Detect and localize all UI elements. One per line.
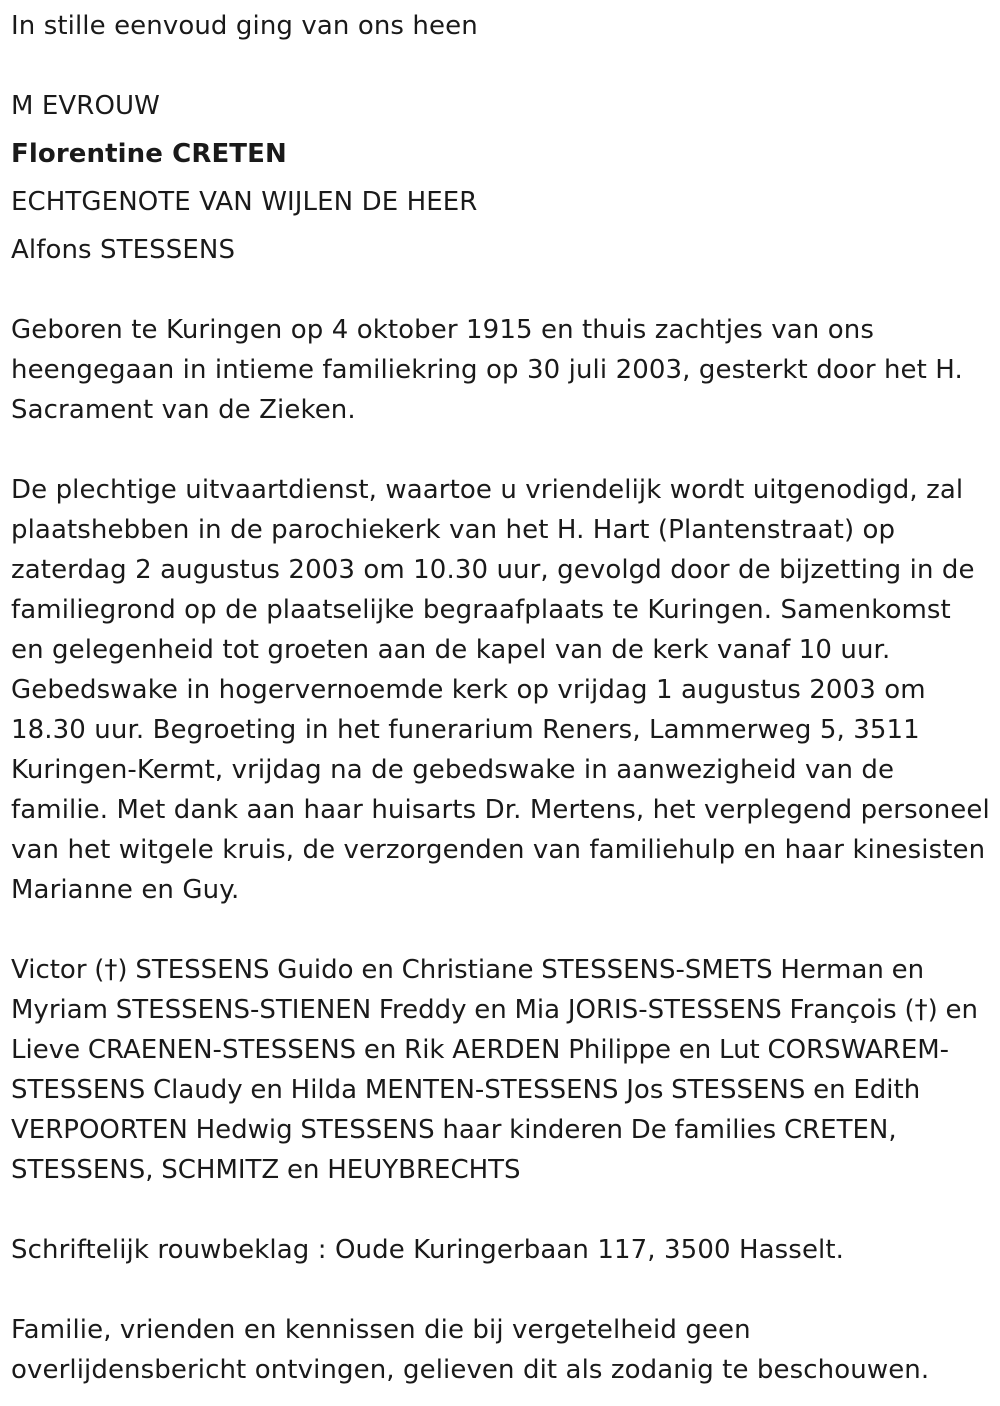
relation-text: ECHTGENOTE VAN WIJLEN DE HEER	[11, 187, 478, 217]
condolence-address: Schriftelijk rouwbeklag : Oude Kuringerbaan 117, 3500 Hasselt.	[11, 1235, 845, 1265]
honorific: M EVROUW	[11, 91, 160, 121]
closing-paragraph: Familie, vrienden en kennissen die bij vergetelheid geen overlijdensbericht ontvingen, gelieven dit als zodanig te beschouwen.	[11, 1315, 930, 1385]
funeral-paragraph: De plechtige uitvaartdienst, waartoe u vriendelijk wordt uitgenodigd, zal plaatshebben in de parochiekerk van het H. Hart (Plantenstraat) op zaterdag 2 augustus 2003 om 10.30 uur, gevolgd door de bijzetting in de familiegrond op de plaatselijke begraafplaats te Kuringen. Samenkomst en gelegenheid tot groeten aan de kapel van de kerk vanaf 10 uur. Gebedswake in hogervernoemde kerk op vrijdag 1 augustus 2003 om 18.30 uur. Begroeting in het funerarium Reners, Lammerweg 5, 3511 Kuringen-Kermt, vrijdag na de gebedswake in aanwezigheid van de familie. Met dank aan haar huisarts Dr. Mertens, het verplegend personeel van het witgele kruis, de verzorgenden van familiehulp en haar kinesisten Marianne en Guy.	[11, 475, 990, 905]
deceased-name: Florentine CRETEN	[11, 139, 287, 169]
intro-text: In stille eenvoud ging van ons heen	[11, 11, 478, 41]
birth-death-paragraph: Geboren te Kuringen op 4 oktober 1915 en thuis zachtjes van ons heengegaan in intieme familiekring op 30 juli 2003, gesterkt door het H. Sacrament van de Zieken.	[11, 315, 963, 425]
spouse-name: Alfons STESSENS	[11, 235, 236, 265]
family-paragraph: Victor (†) STESSENS Guido en Christiane STESSENS-SMETS Herman en Myriam STESSENS-STIENEN Freddy en Mia JORIS-STESSENS François (†) en Lieve CRAENEN-STESSENS en Rik AERDEN Philippe en Lut CORSWAREM-STESSENS Claudy en Hilda MENTEN-STESSENS Jos STESSENS en Edith VERPOORTEN Hedwig STESSENS haar kinderen De families CRETEN, STESSENS, SCHMITZ en HEUYBRECHTS	[11, 955, 978, 1185]
